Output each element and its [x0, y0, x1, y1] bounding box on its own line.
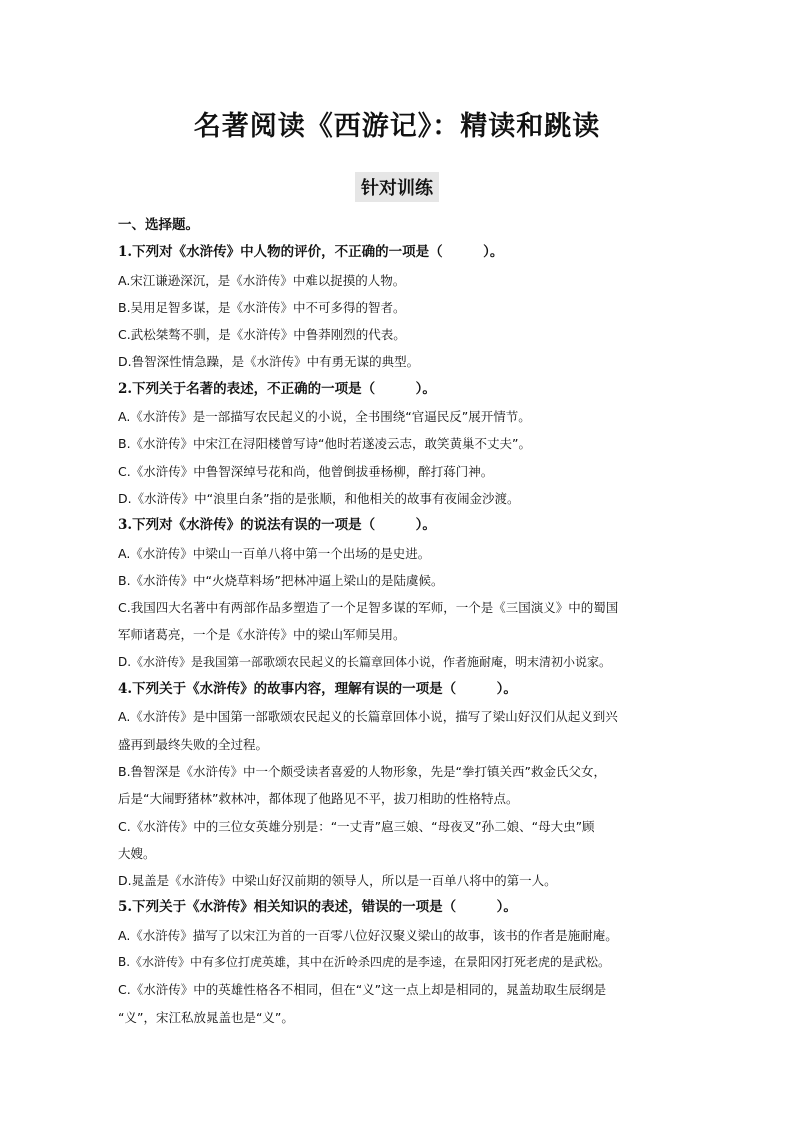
option-line: B.《水浒传》中宋江在浔阳楼曾写诗“他时若遂凌云志，敢笑黄巢不丈夫”。 [118, 436, 532, 452]
option-line: 军师诸葛亮，一个是《水浒传》中的梁山军师吴用。 [118, 627, 406, 643]
option-line: B.鲁智深是《水浒传》中一个颇受读者喜爱的人物形象，先是“拳打镇关西”救金氏父女， [118, 763, 607, 779]
question-stem: 2.下列关于名著的表述，不正确的一项是（ ）。 [118, 380, 436, 397]
option-line: D.鲁智深性情急躁，是《水浒传》中有勇无谋的典型。 [118, 354, 420, 370]
option-line: A.《水浒传》是一部描写农民起义的小说，全书围绕“官逼民反”展开情节。 [118, 409, 531, 425]
option-line: A.《水浒传》中梁山一百单八将中第一个出场的是史进。 [118, 545, 431, 561]
option-line: C.我国四大名著中有两部作品多塑造了一个足智多谋的军师，一个是《三国演义》中的蜀国 [118, 600, 619, 616]
option-line: B.《水浒传》中有多位打虎英雄，其中在沂岭杀四虎的是李逵，在景阳冈打死老虎的是武松。 [118, 955, 611, 970]
option-line: C.武松桀骜不驯，是《水浒传》中鲁莽刚烈的代表。 [118, 327, 406, 343]
option-line: D.《水浒传》中“浪里白条”指的是张顺，和他相关的故事有夜闹金沙渡。 [118, 490, 520, 506]
option-line: B.吴用足智多谋，是《水浒传》中不可多得的智者。 [118, 299, 406, 315]
option-line: C.《水浒传》中的三位女英雄分别是：“一丈青”扈三娘、“母夜叉”孙二娘、“母大虫”顾 [118, 818, 595, 834]
question-list [118, 212, 683, 1031]
option-line: A.宋江谦逊深沉，是《水浒传》中难以捉摸的人物。 [118, 272, 406, 288]
question-stem: 1.下列对《水浒传》中人物的评价，不正确的一项是（ ）。 [118, 244, 504, 261]
page-title: 名著阅读《西游记》：精读和跳读 [193, 111, 601, 142]
option-line: 盛再到最终失败的全过程。 [118, 736, 269, 752]
question-stem: 5.下列关于《水浒传》相关知识的表述，错误的一项是（ ）。 [118, 899, 517, 916]
option-line: C.《水浒传》中鲁智深绰号花和尚，他曾倒拔垂杨柳，醉打蒋门神。 [118, 463, 494, 479]
option-line: “义”，宋江私放晁盖也是“义”。 [118, 1009, 294, 1025]
option-line: A.《水浒传》描写了以宋江为首的一百零八位好汉聚义梁山的故事，该书的作者是施耐庵。 [118, 927, 618, 943]
section-subtitle: 针对训练 [355, 172, 439, 202]
option-line: D.《水浒传》是我国第一部歌颂农民起义的长篇章回体小说，作者施耐庵，明末清初小说家。 [118, 654, 612, 669]
option-line: 大嫂。 [118, 845, 156, 861]
question-stem: 3.下列对《水浒传》的说法有误的一项是（ ）。 [118, 517, 436, 534]
section-heading: 一、选择题。 [118, 217, 199, 233]
option-line: D.晁盖是《水浒传》中梁山好汉前期的领导人，所以是一百单八将中的第一人。 [118, 873, 557, 889]
question-stem: 4.下列关于《水浒传》的故事内容，理解有误的一项是（ ）。 [118, 681, 517, 698]
option-line: A.《水浒传》是中国第一部歌颂农民起义的长篇章回体小说，描写了梁山好汉们从起义到兴 [118, 709, 618, 725]
option-line: B.《水浒传》中“火烧草料场”把林冲逼上梁山的是陆虞候。 [118, 572, 444, 588]
option-line: C.《水浒传》中的英雄性格各不相同，但在“义”这一点上却是相同的，晁盖劫取生辰纲是 [118, 982, 607, 998]
option-line: 后是“大闹野猪林”救林冲，都体现了他路见不平，拔刀相助的性格特点。 [118, 791, 519, 807]
subtitle-wrap [0, 172, 794, 202]
